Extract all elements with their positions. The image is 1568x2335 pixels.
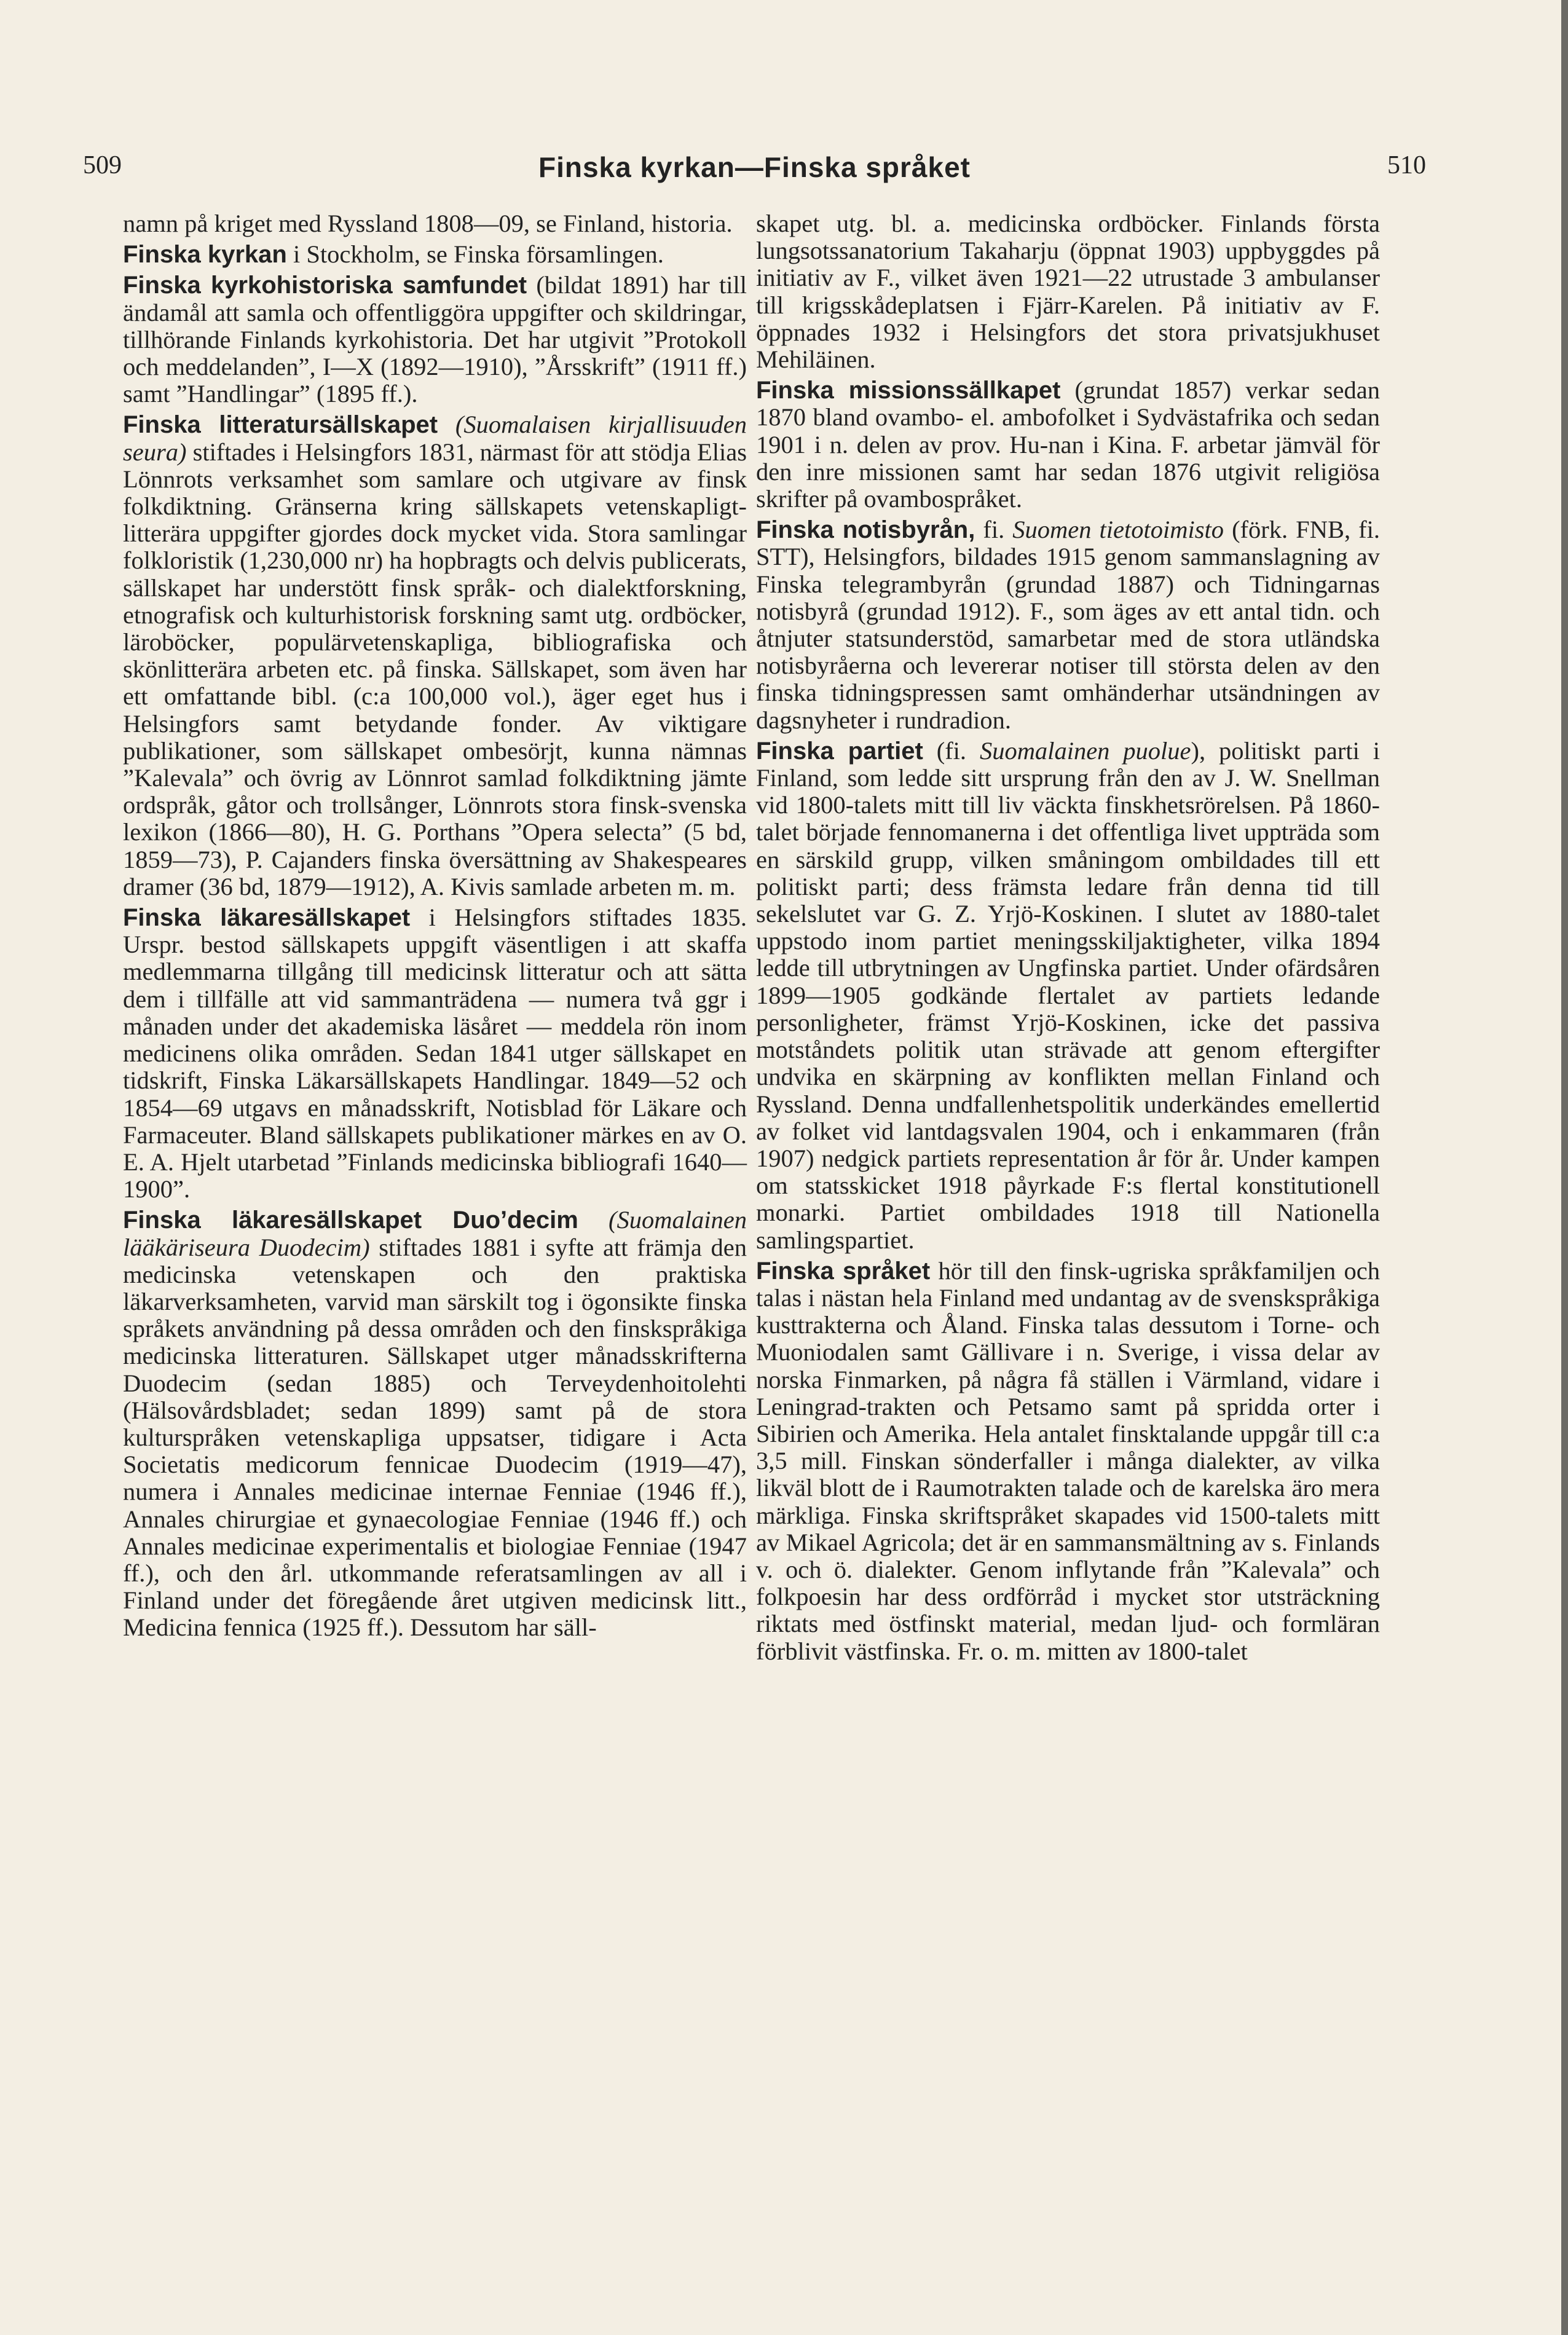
entry-notisbyran [756, 516, 1380, 734]
left-column [123, 210, 747, 1645]
entry-litteratursallskapet [123, 411, 747, 900]
entry-text: (bildat 1891) har till ändamål att samla och offentliggöra uppgifter och skildringar, tillhörande Finlands kyrkohistoria. Det har utgivit ”Protokoll och meddelanden”, I—X (1892—1910), ”Årsskrift” (1911 ff.) samt ”Handlingar” (1895 ff.). [123, 271, 747, 408]
entry-italic-name: Suomalainen puolue [979, 736, 1191, 765]
entry-text: (fi. [923, 736, 980, 765]
entry-kyrkohistoriska-samfundet [123, 272, 747, 408]
entry-italic-name: (Suomalaisen kirjallisuuden seura) [123, 411, 747, 466]
right-column [756, 210, 1380, 1669]
entry-text: i Stockholm, se Finska församlingen. [286, 240, 664, 269]
entry-headword: Finska partiet [756, 737, 923, 765]
entry-finska-kyrkan [123, 241, 747, 268]
entry-text: stiftades 1881 i syfte att främja den medicinska vetenskapen och den praktiska läkarverksamheten, varvid man särskilt tog i ögonsikte finska språkets användning på dessa områden och den finskspråkiga medicinska litteraturen. Sällskapet utger månadsskrifterna Duodecim (sedan 1885) och Terveydenhoitolehti (Hälsovårdsbladet; sedan 1899) samt på de stora kulturspråken vetenskapliga uppsatser, tidigare i Acta Societatis medicorum fennicae Duodecim (1919—47), numera i Annales medicinae internae Fenniae (1946 ff.), Annales chirurgiae et gynaecologiae Fenniae (1946 ff.) och Annales medicinae experimentalis et biologiae Fenniae (1947 ff.), och den årl. utkommande referatsamlingen av all i Finland under det föregående året utgiven medicinsk litt., Medicina fennica (1925 ff.). Dessutom har säll- [123, 1233, 747, 1642]
entry-italic-name: Suomen tietotoimisto [1012, 516, 1224, 544]
entry-text: (förk. FNB, fi. STT), Helsingfors, bildades 1915 genom sammanslagning av Finska telegrambyrån (grundad 1887) och Tidningarnas notisbyrå (grundad 1912). F., som äges av ett antal tidn. och åtnjuter statsunderstöd, samarbetar med de stora utländska notisbyråerna och levererar notiser till största delen av den finska tidningspressen samt omhänderhar utsändningen av dagsnyheter i rundradion. [756, 516, 1380, 734]
page-number-left: 509 [83, 151, 122, 179]
running-header [83, 151, 1426, 194]
entry-text: i Helsingfors stiftades 1835. Urspr. bestod sällskapets uppgift väsentligen i att skaffa medlemmarna tillgång till medicinsk litteratur och att sätta dem i tillfälle att vid sammanträdena — numera två ggr i månaden under det akademiska läsåret — meddela rön inom medicinens olika områden. Sedan 1841 utger sällskapet en tidskrift, Finska Läkarsällskapets Handlingar. 1849—52 och 1854—69 utgavs en månadsskrift, Notisblad för Läkare och Farmaceuter. Bland sällskapets publikationer märkes en av O. E. A. Hjelt utarbetad ”Finlands medicinska bibliografi 1640—1900”. [123, 904, 747, 1203]
entry-finska-partiet [756, 738, 1380, 1254]
continuation-paragraph: skapet utg. bl. a. medicinska ordböcker. Finlands första lungsotssanatorium Takaharju (öppnat 1903) uppbyggdes på initiativ av F., vilket även 1921—22 utrustade 3 ambulanser till krigsskådeplatsen i Fjärr-Karelen. På initiativ av F. öppnades 1932 i Helsingfors det stora privatsjukhuset Mehiläinen. [756, 210, 1380, 374]
entry-headword: Finska språket [756, 1257, 931, 1285]
entry-finska-spraket [756, 1258, 1380, 1665]
entry-headword: Finska missionssällkapet [756, 377, 1061, 404]
running-title: Finska kyrkan—Finska språket [538, 151, 971, 183]
entry-text: hör till den finsk-ugriska språkfamiljen och talas i nästan hela Finland med undantag av de svenskspråkiga kusttrakterna och Åland. Finska talas dessutom i Torne- och Muoniodalen samt Gällivare i n. Sverige, i vissa delar av norska Finmarken, på några få ställen i Värmland, vidare i Leningrad-trakten och Petsamo samt på spridda orter i Sibirien och Amerika. Hela antalet finsktalande uppgår till c:a 3,5 mill. Finskan sönderfaller i många dialekter, av vilka likväl blott de i Raumotrakten talade och de karelska äro mera märkliga. Finska skriftspråket skapades vid 1500-talets mitt av Mikael Agricola; det är en sammansmältning av s. Finlands v. och ö. dialekter. Genom inflytande från ”Kalevala” och folkpoesin har dess ordförråd i mycket stor utsträckning riktats med östfinskt material, medan ljud- och formläran förblivit västfinska. Fr. o. m. mitten av 1800-talet [756, 1256, 1380, 1665]
page-edge [1561, 0, 1568, 2335]
entry-headword: Finska litteratursällskapet [123, 411, 438, 439]
entry-text: (grundat 1857) verkar sedan 1870 bland ovambo- el. ambofolket i Sydvästafrika och sedan 1901 i n. delen av prov. Hu-nan i Kina. F. arbetar jämväl för den inre missionen samt har sedan 1876 utgivit religiösa skrifter på ovambospråket. [756, 376, 1380, 513]
entry-italic-name: (Suomalainen lääkäriseura Duodecim) [123, 1206, 747, 1261]
entry-lakaresallskapet [123, 904, 747, 1203]
page-number-right: 510 [1387, 151, 1426, 179]
entry-headword: Finska kyrkohistoriska samfundet [123, 272, 527, 299]
entry-text: stiftades i Helsingfors 1831, närmast för att stödja Elias Lönnrots verksamhet som samlare och utgivare av finsk folkdiktning. Gränserna kring sällskapets vetenskapligt-litterära uppgifter gjordes dock mycket vida. Stora samlingar folkloristik (1,230,000 nr) ha hopbragts och delvis publicerats, sällskapet har understött finsk språk- och dialektforskning, etnografisk och kulturhistorisk forskning samt utg. ordböcker, läroböcker, populärvetenskapliga, bibliografiska och skönlitterära arbeten etc. på finska. Sällskapet, som även har ett omfattande bibl. (c:a 100,000 vol.), äger eget hus i Helsingfors samt betydande fonder. Av viktigare publikationer, som sällskapet ombesörjt, kunna nämnas ”Kalevala” och övrig av Lönnrot samlad folkdiktning jämte ordspråk, gåtor och trollsånger, Lönnrots stora finsk-svenska lexikon (1866—80), H. G. Porthans ”Opera selecta” (5 bd, 1859—73), P. Cajanders finska översättning av Shakespeares dramer (36 bd, 1879—1912), A. Kivis samlade arbeten m. m. [123, 438, 747, 900]
entry-headword: Finska läkaresällskapet [123, 904, 411, 932]
entry-text: ), politiskt parti i Finland, som ledde sitt ursprung från den av J. W. Snellman vid 1800-talets mitt till liv väckta finskhetsrörelsen. På 1860-talet började fennomanerna i det offentliga livet uppträda som en särskild grupp, vilken småningom ombildades till ett politiskt parti; dess främsta ledare från denna tid till sekelslutet var G. Z. Yrjö-Koskinen. I slutet av 1880-talet uppstodo inom partiet meningsskiljaktigheter, vilka 1894 ledde till utbrytningen av Ungfinska partiet. Under ofärdsåren 1899—1905 godkände flertalet av partiets ledande personligheter, främst Yrjö-Koskinen, icke det passiva motståndets politik utan strävade att genom eftergifter undvika en skärpning av konflikten mellan Finland och Ryssland. Denna undfallenhetspolitik underkändes emellertid av folket vid lantdagsvalen 1904, och i enkammaren (från 1907) nedgick partiets representation år för år. Under kampen om statsskicket 1918 påyrkade F:s flertal konstitutionell monarki. Partiet ombildades 1918 till Nationella samlingspartiet. [756, 736, 1381, 1254]
continuation-paragraph: namn på kriget med Ryssland 1808—09, se Finland, historia. [123, 210, 733, 237]
entry-headword: Finska kyrkan [123, 241, 287, 269]
entry-text: fi. [975, 516, 1013, 544]
entry-headword: Finska läkaresällskapet Duo’decim [123, 1207, 578, 1234]
entry-missionssallkapet [756, 377, 1380, 513]
entry-duodecim [123, 1207, 747, 1641]
entry-headword: Finska notisbyrån, [756, 516, 975, 544]
